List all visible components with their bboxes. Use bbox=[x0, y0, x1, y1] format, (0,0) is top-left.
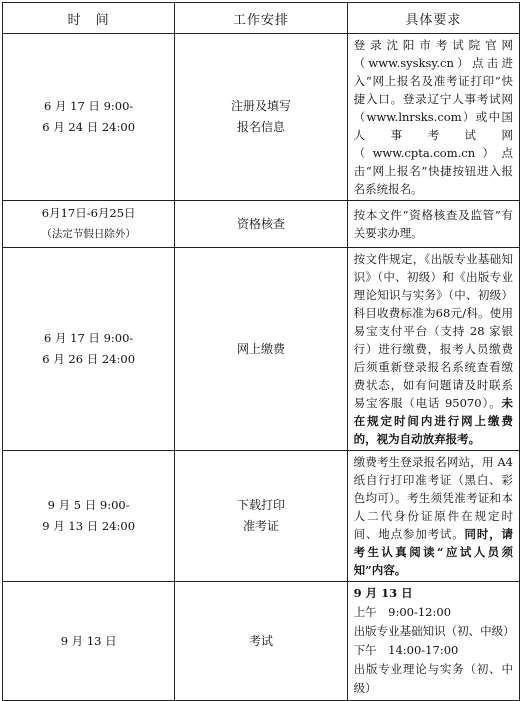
table-row-admission bbox=[3, 451, 520, 582]
task-line: 网上缴费 bbox=[236, 341, 285, 356]
requirement-bold-note: 未在规定时间内进行网上缴费的，视为自动放弃报考。 bbox=[353, 396, 513, 446]
requirement-text: 缴费考生登录报名网站，用 A4 纸自行打印准考证（黑白、彩色均可）。考生须凭准考证和本人二代身份证原件在规定时间、地点参加考试。 bbox=[353, 455, 513, 541]
requirement-cell bbox=[347, 451, 519, 582]
exam-date: 9 月 13 日 bbox=[353, 586, 413, 600]
header-row bbox=[3, 3, 520, 34]
task-line: 下载打印 bbox=[236, 498, 285, 512]
time-line: 9 月 5 日 9:00- bbox=[47, 498, 130, 512]
requirement-cell bbox=[347, 582, 519, 701]
task-cell bbox=[175, 451, 347, 582]
time-cell bbox=[3, 582, 175, 701]
exam-pm-time: 下午 14:00-17:00 bbox=[353, 643, 459, 657]
requirement-cell bbox=[347, 34, 519, 201]
header-time: 时 间 bbox=[3, 3, 175, 34]
time-cell bbox=[3, 451, 175, 582]
requirement-bold-note: 同时，请考生认真阅读“应试人员须知”内容。 bbox=[353, 527, 514, 577]
task-line: 考试 bbox=[248, 633, 273, 648]
requirement-cell bbox=[347, 248, 519, 451]
time-line: 6 月 24 日 24:00 bbox=[42, 120, 136, 134]
table-row-exam bbox=[3, 582, 520, 701]
table-row-payment bbox=[3, 248, 520, 451]
task-cell bbox=[175, 248, 347, 451]
time-line: 6 月 26 日 24:00 bbox=[42, 352, 136, 366]
time-cell bbox=[3, 34, 175, 201]
task-line: 准考证 bbox=[242, 519, 279, 533]
requirement-text: 登录沈阳市考试院官网（www.sysksy.cn）点击进入“网上报名及准考证打印”快捷入口。登录辽宁人事考试网（www.lnrsks.com）或中国人事考试网（www.cpta.com.cn）点击“网上报名”快捷按钮进入报名系统报名。 bbox=[353, 38, 513, 196]
header-requirements: 具体要求 bbox=[347, 3, 519, 34]
time-note: （法定节假日除外） bbox=[41, 228, 136, 240]
task-cell bbox=[175, 582, 347, 701]
table-row-review bbox=[3, 201, 520, 248]
time-line: 6月17日-6月25日 bbox=[41, 206, 136, 220]
task-line: 注册及填写 bbox=[230, 99, 291, 113]
schedule-table bbox=[2, 2, 520, 701]
task-line: 资格核查 bbox=[236, 216, 285, 231]
time-cell bbox=[3, 248, 175, 451]
task-cell bbox=[175, 201, 347, 248]
requirement-cell bbox=[347, 201, 519, 248]
time-cell bbox=[3, 201, 175, 248]
task-line: 报名信息 bbox=[236, 120, 285, 134]
time-line: 6 月 17 日 9:00- bbox=[44, 331, 134, 345]
exam-am-subject: 出版专业基础知识（初、中级） bbox=[353, 624, 515, 638]
exam-pm-subject: 出版专业理论与实务（初、中级） bbox=[353, 662, 513, 695]
task-cell bbox=[175, 34, 347, 201]
time-line: 9 月 13 日 bbox=[60, 633, 117, 648]
table-row-registration bbox=[3, 34, 520, 201]
requirement-text: 按文件规定，《出版专业基础知识》（中、初级）和《出版专业理论知识与实务》（中、初级）科目收费标准为68元/科。使用易宝支付平台（支持 28 家银行）进行缴费，报考人员缴费后须重新登录报名系统查看缴费状态，如有问题请及时联系易宝客服（电话 95070）。 bbox=[353, 252, 513, 410]
requirement-text: 按本文件“资格核查及监管”有关要求办理。 bbox=[353, 208, 513, 240]
time-line: 9 月 13 日 24:00 bbox=[42, 519, 136, 533]
header-task: 工作安排 bbox=[175, 3, 347, 34]
exam-am-time: 上午 9:00-12:00 bbox=[353, 605, 452, 619]
time-line: 6 月 17 日 9:00- bbox=[44, 99, 134, 113]
